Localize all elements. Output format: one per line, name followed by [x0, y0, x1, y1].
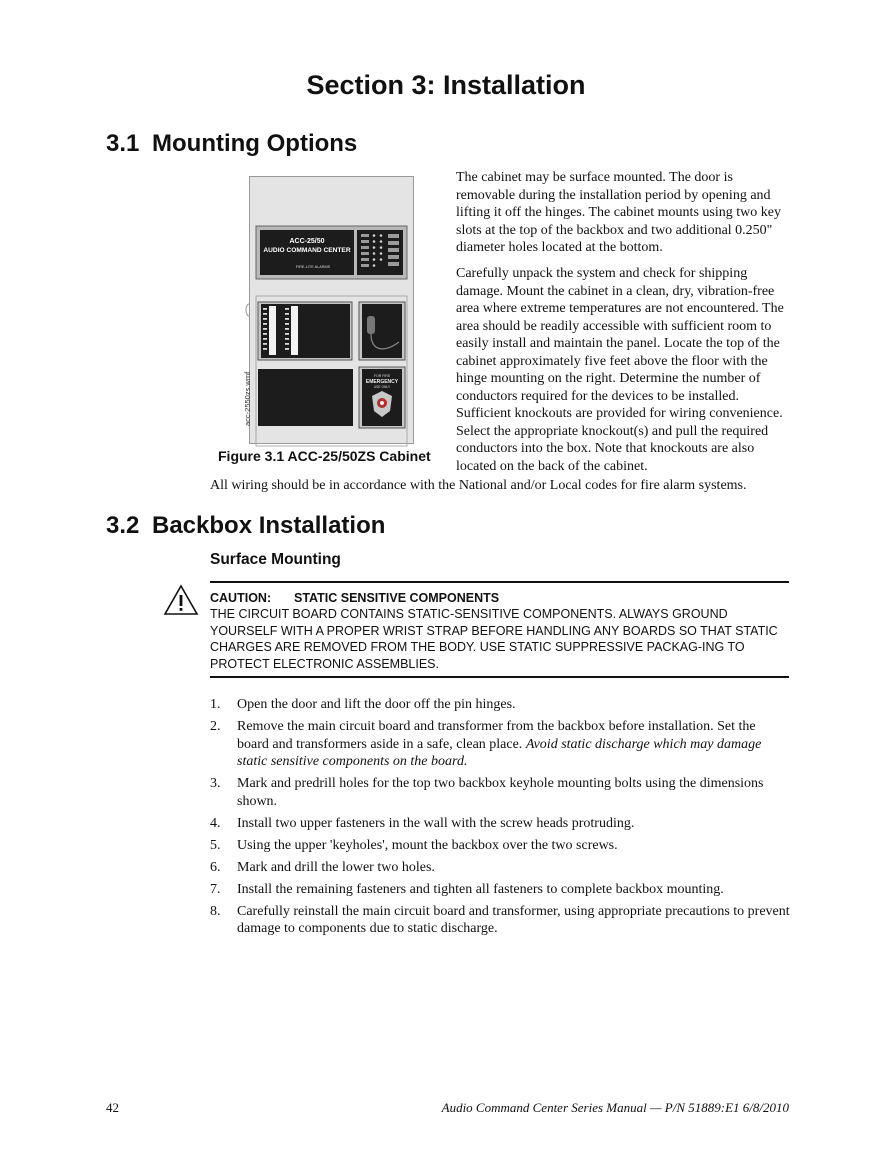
caution-text: THE CIRCUIT BOARD CONTAINS STATIC-SENSITIVE COMPONENTS. ALWAYS GROUND YOURSELF WITH A PROPER WRIST STRAP BEFORE HANDLING ANY BOARDS SO THAT STATIC CHARGES ARE REMOVED FROM THE BODY. USE STATIC SUPPRESSIVE PACKAG-ING TO PROTECT ELECTRONIC ASSEMBLIES. — [210, 607, 778, 671]
lower-panel — [258, 369, 353, 426]
figure-caption: Figure 3.1 ACC-25/50ZS Cabinet — [218, 448, 431, 464]
warning-triangle-icon — [163, 584, 199, 616]
list-item — [210, 837, 790, 855]
step-text: Install the remaining fasteners and tighten all fasteners to complete backbox mounting. — [237, 881, 724, 897]
step-text: Mark and drill the lower two holes. — [237, 859, 435, 875]
microphone — [367, 316, 375, 334]
heading-text: Mounting Options — [152, 130, 358, 157]
step-text: Carefully reinstall the main circuit board and transformer, using appropriate precautions to prevent damage to components due to static discharge. — [237, 903, 790, 936]
step-text-italic: Avoid static discharge which may damage static sensitive components on the board. — [237, 736, 762, 769]
heading-text: Backbox Installation — [152, 512, 386, 539]
caution-label: CAUTION: — [210, 591, 272, 605]
mounting-paragraph-1: The cabinet may be surface mounted. The door is removable during the installation period by opening and lifting it off the hinges. The cabinet mounts using two key slots at the top of the backbox and two additional 0.250" diameter holes located at the bottom. — [456, 170, 781, 255]
document-footer-title: Audio Command Center Series Manual — P/N 51889:E1 6/8/2010 — [441, 1100, 789, 1115]
cabinet-figure — [243, 176, 414, 444]
caution-title: STATIC SENSITIVE COMPONENTS — [294, 591, 500, 605]
list-item — [210, 775, 790, 810]
section-title: Section 3: Installation — [306, 70, 586, 100]
zone-label-strip-1 — [269, 306, 276, 355]
list-item — [210, 859, 790, 877]
fire-label-2: EMERGENCY — [365, 379, 399, 385]
fire-label-3: USE ONLY — [373, 385, 391, 389]
step-number: 1. — [210, 697, 221, 712]
list-item — [210, 881, 790, 899]
label-brand: FIRE-LITE ALARMS — [295, 265, 331, 269]
mounting-paragraph-2: Carefully unpack the system and check for shipping damage. Mount the cabinet in a clean, dry, vibration-free area where extreme temperatures are not encountered. The area should be readily accessible with sufficient room to easily install and maintain the panel. Locate the top of the cabinet approximately five feet above the floor with the hinge mounting on the right. Determine the number of conductors required for the devices to be installed. Sufficient knockouts are provided for wiring convenience. Select the appropriate knockout(s) and pull the required conductors into the box. Note that knockouts are also located on the back of the cabinet. — [456, 266, 784, 474]
step-text: Mark and predrill holes for the top two backbox keyhole mounting bolts using the dimensions shown. — [237, 776, 764, 809]
list-item — [210, 718, 790, 771]
caution-heading — [210, 590, 789, 606]
label-model: ACC-25/50 — [289, 238, 325, 245]
page-number: 42 — [106, 1100, 119, 1115]
figure-file-tag: acc-2550zs.wmf — [243, 371, 252, 426]
caution-box — [210, 581, 789, 678]
step-number: 3. — [210, 776, 221, 791]
door-latch — [246, 304, 249, 316]
mounting-paragraph-3: All wiring should be in accordance with the National and/or Local codes for fire alarm systems. — [210, 478, 747, 493]
heading-mounting-options — [106, 130, 357, 158]
step-number: 8. — [210, 903, 221, 919]
label-name: AUDIO COMMAND CENTER — [263, 247, 351, 254]
list-item — [210, 696, 790, 714]
step-text: Open the door and lift the door off the pin hinges. — [237, 697, 516, 712]
subheading-surface-mounting: Surface Mounting — [210, 551, 341, 568]
step-number: 7. — [210, 881, 221, 897]
step-number: 6. — [210, 859, 221, 875]
list-item — [210, 815, 790, 833]
step-number: 2. — [210, 719, 221, 734]
step-text: Remove the main circuit board and transformer from the backbox before installation. Set the board and transformers aside in a safe, clean place. — [237, 719, 756, 752]
step-number: 4. — [210, 815, 221, 831]
step-text: Install two upper fasteners in the wall with the screw heads protruding. — [237, 815, 635, 831]
step-number: 5. — [210, 837, 221, 853]
step-text: Using the upper 'keyholes', mount the backbox over the two screws. — [237, 837, 618, 853]
list-item — [210, 903, 790, 938]
heading-backbox-installation — [106, 512, 385, 540]
heading-number: 3.1 — [106, 130, 140, 157]
installation-steps — [210, 696, 790, 942]
zone-label-strip-2 — [291, 306, 298, 355]
fire-label-1: FOR FIRE — [373, 374, 391, 378]
heading-number: 3.2 — [106, 512, 140, 539]
